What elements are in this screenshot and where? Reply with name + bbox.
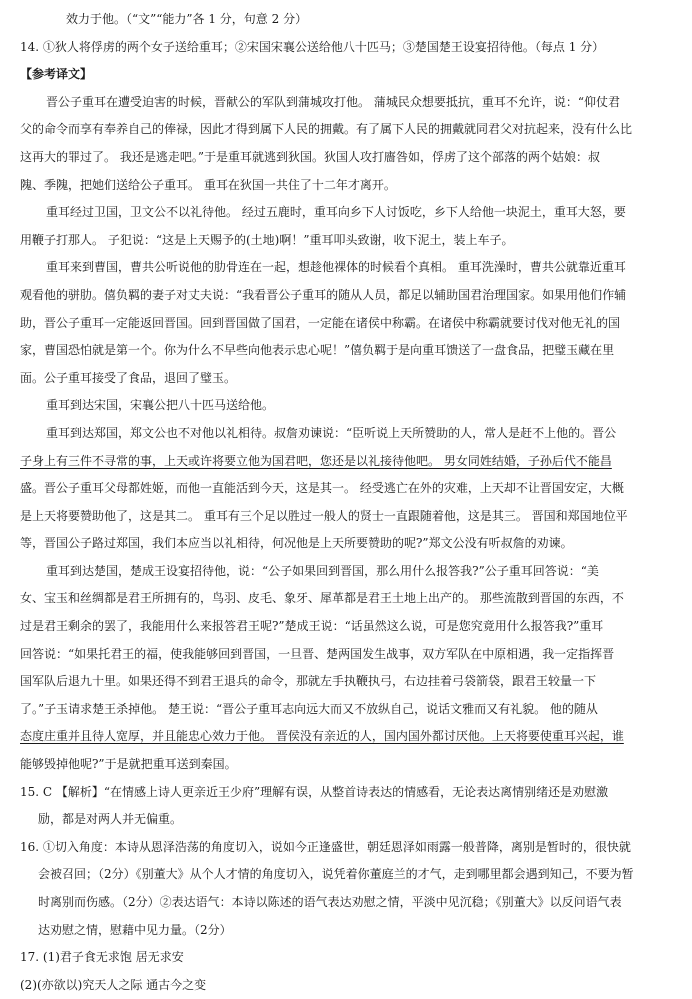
text-line: 达劝慰之情，慰藉中见力量。（2分） xyxy=(38,922,232,937)
text-line: 重耳到达郑国，郑文公也不对他以礼相待。叔詹劝谏说：“臣听说上天所赞助的人，常人是赶不上他的。晋公 xyxy=(46,425,617,440)
text-line: 盛。晋公子重耳父母都姓姬，而他一直能活到今天，这是其一。 经受逃亡在外的灾难，上天却不让晋国安定，大概 xyxy=(20,481,624,496)
text-line: 面。公子重耳接受了食品，退回了璧玉。 xyxy=(20,370,237,385)
text-line: 14. ①狄人将俘虏的两个女子送给重耳；②宋国宋襄公送给他八十匹马；③楚国楚王设宴招待他。（每点 1 分） xyxy=(20,39,605,54)
text-line: 这再大的罪过了。 我还是逃走吧。”于是重耳就逃到狄国。狄国人攻打廧咎如，俘虏了这个部落的两个姑娘：叔 xyxy=(20,149,600,164)
text-line: 是上天将要赞助他了，这是其二。 重耳有三个足以胜过一般人的贤士一直跟随着他，这是其三。 晋国和郑国地位平 xyxy=(20,508,628,523)
answer-text-body xyxy=(20,6,672,999)
text-line: 励，都是对两人并无偏重。 xyxy=(38,812,183,827)
text-line: 家，曹国恐怕就是第一个。你为什么不早些向他表示忠心呢！”僖负羁于是向重耳馈送了一盘食品，把璧玉藏在里 xyxy=(20,343,615,358)
text-line: 重耳经过卫国，卫文公不以礼待他。 经过五鹿时，重耳向乡下人讨饭吃，乡下人给他一块泥土，重耳大怒，要 xyxy=(46,205,626,220)
text-line: 国军队后退九十里。如果还得不到君王退兵的命令，那就左手执鞭执弓，右边挂着弓袋箭袋，跟君王较量一下 xyxy=(20,674,597,689)
text-line: 时离别而伤感。（2分）②表达语气：本诗以陈述的语气表达劝慰之情，平淡中见沉稳；《别董大》以反问语气表 xyxy=(38,895,622,909)
text-line: 效力于他。（“文”“能力”各 1 分，句意 2 分） xyxy=(66,12,308,26)
text-line: 15. C 【解析】“在情感上诗人更亲近王少府”理解有误，从整首诗表达的情感看，无论表达离情别绪还是劝慰激 xyxy=(20,784,609,799)
text-line: 能够毁掉他呢?”于是就把重耳送到秦国。 xyxy=(20,757,237,772)
text-line: 【参考译文】 xyxy=(20,67,93,82)
text-line: 父的命令而享有奉养自己的俸禄，因此才得到属下人民的拥戴。有了属下人民的拥戴就同君父对抗起来，没有什么比 xyxy=(20,122,633,137)
text-line: 子身上有三件不寻常的事，上天或许将要立他为国君吧，您还是以礼接待他吧。 男女同姓结婚，子孙后代不能昌 xyxy=(20,453,612,468)
text-line: 用鞭子打那人。 子犯说：“这是上天赐予的(土地)啊！”重耳叩头致谢，收下泥土，装上车子。 xyxy=(20,232,514,247)
text-line: 晋公子重耳在遭受迫害的时候，晋献公的军队到蒲城攻打他。 蒲城民众想要抵抗，重耳不允许，说：“仰仗君 xyxy=(46,94,620,109)
text-line: 16. ①切入角度：本诗从恩泽浩荡的角度切入，说如今正逢盛世，朝廷恩泽如雨露一般普降，离别是暂时的，很快就 xyxy=(20,839,631,854)
text-line: 了。”子玉请求楚王杀掉他。 楚王说：“晋公子重耳志向远大而又不放纵自己，说话文雅而又有礼貌。 他的随从 xyxy=(20,701,598,716)
text-line: 态度庄重并且待人宽厚，并且能忠心效力于他。 晋侯没有亲近的人，国内国外都讨厌他。上天将要使重耳兴起，谁 xyxy=(20,729,624,744)
text-line: 重耳来到曹国，曹共公听说他的肋骨连在一起，想趁他裸体的时候看个真相。 重耳洗澡时，曹共公就靠近重耳 xyxy=(46,260,626,275)
text-line: 会被召回；（2分）《别董大》从个人才情的角度切入，说凭着你董庭兰的才气，走到哪里都会遇到知己，不要为暂 xyxy=(38,867,634,882)
text-line: 观看他的骈肋。僖负羁的妻子对丈夫说：“我看晋公子重耳的随从人员，都足以辅助国君治理国家。如果用他们作辅 xyxy=(20,287,627,302)
text-line: 17. (1)君子食无求饱 居无求安 xyxy=(20,950,184,965)
text-line: 等，晋国公子路过郑国，我们本应当以礼相待，何况他是上天所要赞助的呢?”郑文公没有听叔詹的劝谏。 xyxy=(20,536,573,551)
text-line: 过是君王剩余的罢了，我能用什么来报答君王呢?”楚成王说：“话虽然这么说，可是您究竟用什么报答我?”重耳 xyxy=(20,619,604,634)
text-line: 女、宝玉和丝绸都是君王所拥有的，鸟羽、皮毛、象牙、犀革都是君王土地上出产的。 那些流散到晋国的东西，不 xyxy=(20,591,624,606)
text-line: 重耳到达宋国，宋襄公把八十匹马送给他。 xyxy=(46,398,275,413)
text-line: 隗、季隗，把她们送给公子重耳。 重耳在狄国一共住了十二年才离开。 xyxy=(20,177,396,192)
text-line: 重耳到达楚国，楚成王设宴招待他，说：“公子如果回到晋国，那么用什么报答我?”公子重耳回答说：“美 xyxy=(46,563,599,578)
text-line: 回答说：“如果托君王的福，使我能够回到晋国，一旦晋、楚两国发生战事，双方军队在中原相遇，我一定指挥晋 xyxy=(20,646,615,661)
text-line: (2)(亦欲以)究天人之际 通古今之变 xyxy=(20,977,207,992)
text-line: 助，晋公子重耳一定能返回晋国。回到晋国做了国君，一定能在诸侯中称霸。在诸侯中称霸就要讨伐对他无礼的国 xyxy=(20,315,621,330)
